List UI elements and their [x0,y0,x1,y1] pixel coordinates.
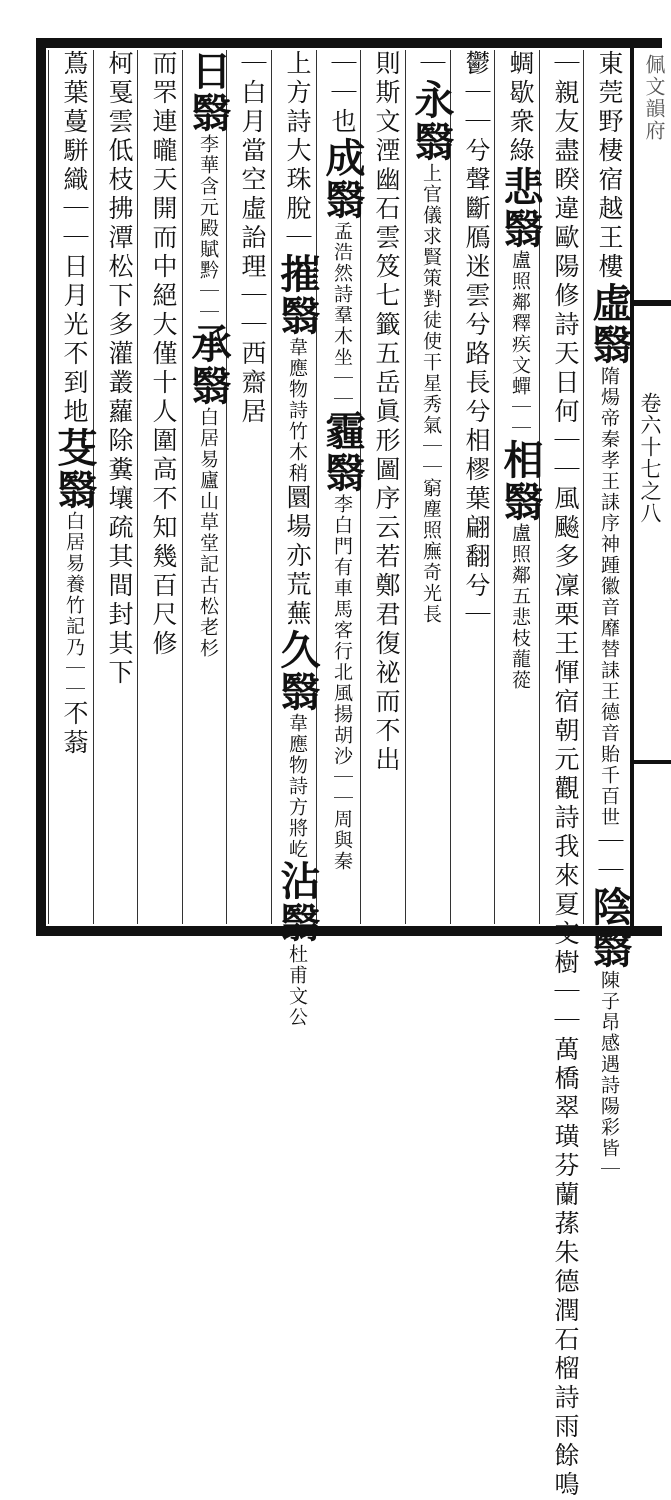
margin-book-title: 佩文韻府 [642,54,666,142]
headword: 陰翳 [586,886,633,970]
text-segment: 柯戛雲低枝拂潭松下多灌叢蘿 [105,50,134,427]
headword: 虛翳 [586,282,633,366]
headword: 日翳 [185,50,232,134]
text-column [50,50,98,924]
text-segment: 湮幽石雲笈七籤五岳眞形圖序云若鄭君復祕而不出 [372,137,401,775]
text-segment: 李華含元殿賦黔｜｜ [197,134,219,323]
column-rule [494,50,495,924]
fishtail-mark-top [630,300,671,306]
text-segment: 大僅十人圍高不知幾百尺修 [149,311,178,659]
headword: 霾翳 [319,410,366,494]
text-column [541,50,582,1500]
text-column [496,50,544,924]
headword: 芟翳 [51,427,98,511]
text-segment: 兮相樛葉翩翻兮｜ [462,398,491,630]
text-segment: 鬱｜｜ [462,50,491,137]
headword: 永翳 [408,79,455,163]
text-column [273,50,321,1028]
headword: 成翳 [319,137,366,221]
text-segment: 而罘連曨天開而中絕 [149,50,178,311]
headword: 沾翳 [274,860,321,944]
text-segment: 兮聲斷鴈迷雲兮路長 [462,137,491,398]
text-column [184,50,232,924]
text-segment: ｜｜ [595,828,624,886]
headword: 相翳 [497,439,544,523]
text-segment: 白居易廬山草堂記古松老杉 [197,407,219,659]
margin-volume-label: 卷六十七之八 [638,392,662,524]
text-segment: ｜｜也 [328,50,357,137]
text-segment: 韋應物詩竹木稍 [286,337,308,484]
text-segment: 孟浩然詩羣木坐｜｜ [331,221,353,410]
column-rule [316,50,317,924]
text-column [318,50,366,924]
text-segment: ｜ [417,50,446,79]
headword: 久翳 [274,629,321,713]
headword: 摧翳 [274,253,321,337]
text-segment: 隋煬帝秦孝王誄序神踵徽音靡替誄王德音貽千百世 [598,366,620,828]
text-column [585,50,633,1180]
text-segment: 蔦葉蔓駢織｜｜日月光不到地 [60,50,89,427]
text-segment: 不蓊 [60,700,89,758]
text-segment: 李白門有車馬客行北風揚胡沙｜｜周與秦 [331,494,353,872]
text-segment: ｜白月當空虛 [238,50,267,224]
text-segment: 東莞野棲宿越王樓 [595,50,624,282]
text-column [139,50,180,924]
column-rule [450,50,451,924]
text-segment: 盧照鄰五悲枝蘢蓯 [509,523,531,691]
text-segment: ｜親友盡睽違歐陽修詩天日何｜｜風飈多凜栗王惲宿朝元觀詩我來夏交樹｜｜萬橋翠璜芬蘭蓀朱德潤石榴詩雨餘鳴 [551,50,580,1500]
headword: 悲翳 [497,166,544,250]
text-segment: 除糞壤疏其間封其下 [105,427,134,688]
column-rule [182,50,183,924]
frame-left-border [36,38,46,936]
fishtail-mark-bottom [630,760,671,764]
text-segment: 盧照鄰釋疾文蟬｜｜ [509,250,531,439]
text-column [95,50,136,924]
text-column [362,50,403,924]
text-segment: 蜩歇衆綠 [506,50,535,166]
column-rule [583,50,584,924]
text-segment: 白居易養竹記乃｜｜ [63,511,85,700]
frame-top-border [36,38,662,48]
text-column [407,50,455,924]
text-segment: 圜場亦荒蕪 [283,484,312,629]
column-rule [137,50,138,924]
frame-right-border [630,48,634,926]
column-rule [405,50,406,924]
column-rule [226,50,227,924]
text-segment: 詒理｜｜西齋居 [238,224,267,427]
text-segment: 韋應物詩方將屹 [286,713,308,860]
text-segment: 上官儀求賢策對徒使干星秀氣｜｜窮塵照廡奇光長 [420,163,442,625]
headword: 承翳 [185,323,232,407]
text-segment: 上方詩大珠脫｜ [283,50,312,253]
text-column [228,50,269,924]
column-rule [48,50,49,924]
text-segment: 陳子昂感遇詩陽彩皆｜ [598,970,620,1180]
text-segment: 杜甫文公 [286,944,308,1028]
text-column [452,50,493,924]
column-rule [271,50,272,924]
text-segment: 則斯文 [372,50,401,137]
